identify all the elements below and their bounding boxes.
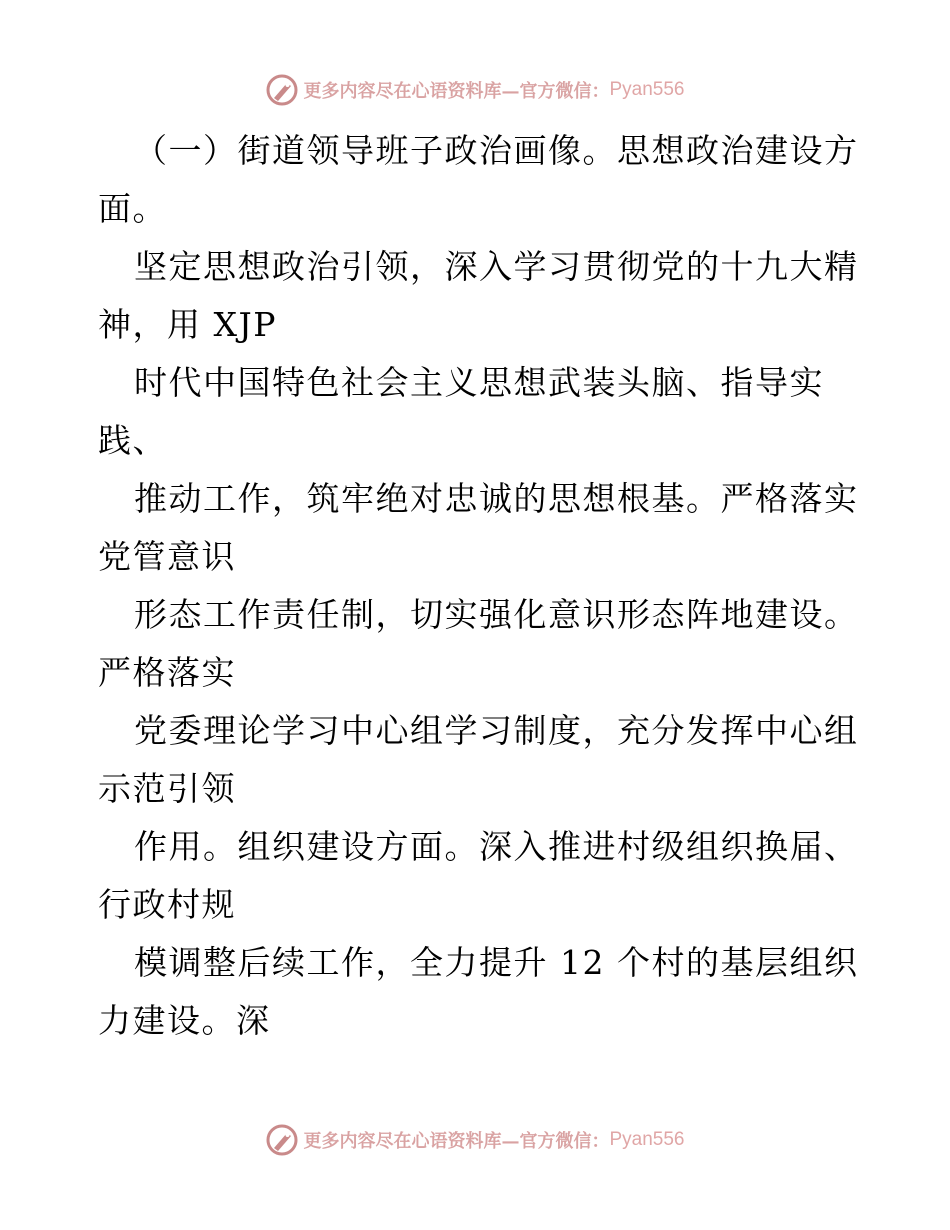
header-watermark [0,72,950,108]
body-text-line: 严格落实 [98,653,236,692]
watermark-wechat-id: Pyan556 [609,1129,685,1150]
watermark-text: 更多内容尽在心语资料库—官方微信： [303,81,610,102]
document-body [98,122,858,1050]
body-text-line: 践、 [98,421,167,460]
body-text-line: 时代中国特色社会主义思想武装头脑、指导实 [134,363,824,402]
body-text-line: （一）街道领导班子政治画像。思想政治建设方 [134,131,859,170]
body-text-line: 形态工作责任制，切实强化意识形态阵地建设。 [134,595,859,634]
body-text-line: 力建设。深 [98,1001,271,1040]
body-text-line: 党管意识 [98,537,236,576]
pen-circle-logo-icon [265,1123,299,1157]
pen-circle-logo-icon [265,73,299,107]
body-text-line: 坚定思想政治引领，深入学习贯彻党的十九大精 [134,247,859,286]
body-text-line: 推动工作，筑牢绝对忠诚的思想根基。严格落实 [134,479,859,518]
watermark-wechat-id: Pyan556 [609,79,685,100]
watermark-text: 更多内容尽在心语资料库—官方微信： [303,1131,610,1152]
body-text-line: 作用。组织建设方面。深入推进村级组织换届、 [134,827,859,866]
body-text-line: 行政村规 [98,885,236,924]
body-text-line: 面。 [98,189,167,228]
body-text-line: 神，用 XJP [98,305,277,344]
body-text-line: 示范引领 [98,769,236,808]
body-text-line: 党委理论学习中心组学习制度，充分发挥中心组 [134,711,859,750]
body-text-line: 模调整后续工作，全力提升 12 个村的基层组织 [134,943,859,982]
footer-watermark [0,1122,950,1158]
